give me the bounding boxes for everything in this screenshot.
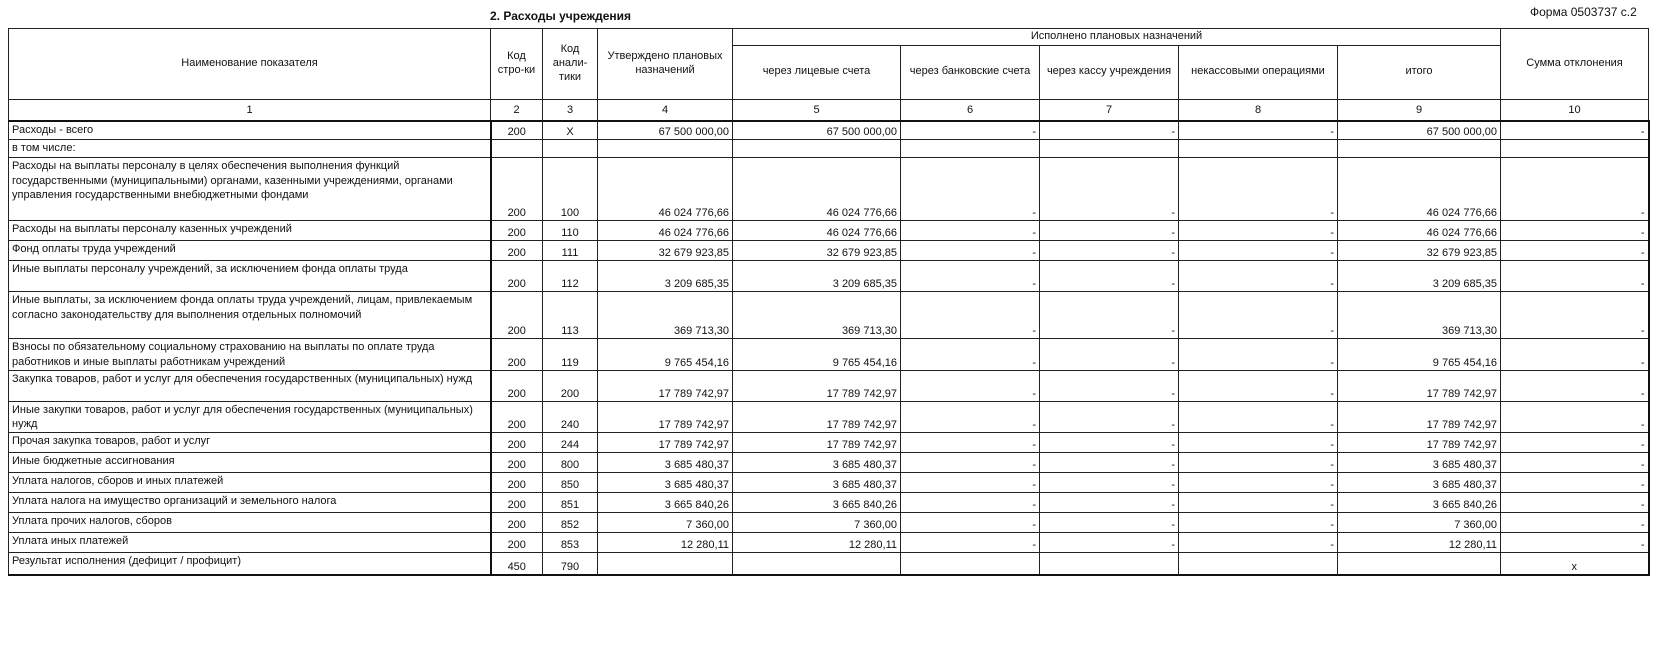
col-header-line-code: Код стро-ки <box>491 29 543 100</box>
bank-accounts-amount: - <box>901 261 1040 292</box>
indicator-name: Уплата налогов, сборов и иных платежей <box>9 473 491 493</box>
approved-amount <box>598 140 733 158</box>
bank-accounts-amount: - <box>901 513 1040 533</box>
col-header-personal-accounts: через лицевые счета <box>733 45 901 99</box>
bank-accounts-amount: - <box>901 453 1040 473</box>
cash-desk-amount <box>1040 140 1179 158</box>
deviation-amount: - <box>1501 473 1649 493</box>
non-cash-amount: - <box>1179 261 1338 292</box>
line-code: 450 <box>491 553 543 575</box>
analytic-code: X <box>543 121 598 140</box>
cash-desk-amount: - <box>1040 453 1179 473</box>
indicator-name: Результат исполнения (дефицит / профицит) <box>9 553 491 575</box>
table-row <box>9 513 1649 533</box>
bank-accounts-amount: - <box>901 292 1040 339</box>
non-cash-amount <box>1179 140 1338 158</box>
approved-amount: 46 024 776,66 <box>598 158 733 221</box>
analytic-code: 850 <box>543 473 598 493</box>
bank-accounts-amount: - <box>901 473 1040 493</box>
table-row <box>9 121 1649 140</box>
indicator-name: Закупка товаров, работ и услуг для обеспечения государственных (муниципальных) нужд <box>9 370 491 401</box>
total-amount: 12 280,11 <box>1338 533 1501 553</box>
cash-desk-amount <box>1040 553 1179 575</box>
cash-desk-amount: - <box>1040 493 1179 513</box>
cash-desk-amount: - <box>1040 339 1179 371</box>
line-code: 200 <box>491 121 543 140</box>
indicator-name: в том числе: <box>9 140 491 158</box>
analytic-code: 200 <box>543 370 598 401</box>
personal-accounts-amount: 12 280,11 <box>733 533 901 553</box>
column-number: 8 <box>1179 99 1338 121</box>
analytic-code: 240 <box>543 401 598 433</box>
table-row <box>9 241 1649 261</box>
non-cash-amount: - <box>1179 533 1338 553</box>
approved-amount: 12 280,11 <box>598 533 733 553</box>
personal-accounts-amount <box>733 140 901 158</box>
bank-accounts-amount: - <box>901 370 1040 401</box>
line-code: 200 <box>491 261 543 292</box>
column-number: 2 <box>491 99 543 121</box>
cash-desk-amount: - <box>1040 433 1179 453</box>
line-code: 200 <box>491 221 543 241</box>
personal-accounts-amount: 3 665 840,26 <box>733 493 901 513</box>
total-amount: 3 685 480,37 <box>1338 473 1501 493</box>
personal-accounts-amount: 3 209 685,35 <box>733 261 901 292</box>
deviation-amount: - <box>1501 453 1649 473</box>
deviation-amount: - <box>1501 493 1649 513</box>
analytic-code: 851 <box>543 493 598 513</box>
deviation-amount: - <box>1501 292 1649 339</box>
approved-amount: 17 789 742,97 <box>598 433 733 453</box>
col-header-non-cash: некассовыми операциями <box>1179 45 1338 99</box>
non-cash-amount: - <box>1179 513 1338 533</box>
table-row <box>9 453 1649 473</box>
total-amount: 3 685 480,37 <box>1338 453 1501 473</box>
table-row <box>9 158 1649 221</box>
bank-accounts-amount: - <box>901 221 1040 241</box>
column-number: 9 <box>1338 99 1501 121</box>
line-code: 200 <box>491 433 543 453</box>
personal-accounts-amount: 17 789 742,97 <box>733 370 901 401</box>
approved-amount: 369 713,30 <box>598 292 733 339</box>
approved-amount: 9 765 454,16 <box>598 339 733 371</box>
personal-accounts-amount: 46 024 776,66 <box>733 158 901 221</box>
indicator-name: Уплата налога на имущество организаций и земельного налога <box>9 493 491 513</box>
analytic-code: 112 <box>543 261 598 292</box>
table-row <box>9 339 1649 371</box>
bank-accounts-amount: - <box>901 433 1040 453</box>
column-number: 7 <box>1040 99 1179 121</box>
analytic-code: 800 <box>543 453 598 473</box>
deviation-amount: - <box>1501 513 1649 533</box>
approved-amount: 17 789 742,97 <box>598 370 733 401</box>
indicator-name: Иные бюджетные ассигнования <box>9 453 491 473</box>
non-cash-amount: - <box>1179 401 1338 433</box>
approved-amount: 32 679 923,85 <box>598 241 733 261</box>
column-number: 5 <box>733 99 901 121</box>
column-number-row <box>9 99 1649 121</box>
approved-amount <box>598 553 733 575</box>
approved-amount: 3 685 480,37 <box>598 473 733 493</box>
bank-accounts-amount: - <box>901 493 1040 513</box>
deviation-amount: - <box>1501 241 1649 261</box>
bank-accounts-amount <box>901 140 1040 158</box>
non-cash-amount: - <box>1179 453 1338 473</box>
deviation-amount: - <box>1501 221 1649 241</box>
total-amount: 17 789 742,97 <box>1338 370 1501 401</box>
personal-accounts-amount: 17 789 742,97 <box>733 433 901 453</box>
line-code: 200 <box>491 493 543 513</box>
bank-accounts-amount: - <box>901 121 1040 140</box>
table-body <box>9 121 1649 575</box>
total-amount: 32 679 923,85 <box>1338 241 1501 261</box>
section-title: 2. Расходы учреждения <box>490 9 632 23</box>
bank-accounts-amount: - <box>901 533 1040 553</box>
indicator-name: Иные выплаты, за исключением фонда оплаты труда учреждений, лицам, привлекаемым согласно законодательству для выполнения отдельных полномочий <box>9 292 491 339</box>
analytic-code: 100 <box>543 158 598 221</box>
analytic-code: 790 <box>543 553 598 575</box>
deviation-amount: - <box>1501 121 1649 140</box>
indicator-name: Расходы - всего <box>9 121 491 140</box>
table-row <box>9 533 1649 553</box>
indicator-name: Иные выплаты персоналу учреждений, за исключением фонда оплаты труда <box>9 261 491 292</box>
table-row <box>9 553 1649 575</box>
table-row <box>9 261 1649 292</box>
cash-desk-amount: - <box>1040 121 1179 140</box>
table-row <box>9 493 1649 513</box>
indicator-name: Расходы на выплаты персоналу казенных учреждений <box>9 221 491 241</box>
indicator-name: Взносы по обязательному социальному страхованию на выплаты по оплате труда работников и иные выплаты работникам учреждений <box>9 339 491 371</box>
col-header-total: итого <box>1338 45 1501 99</box>
bank-accounts-amount: - <box>901 158 1040 221</box>
col-header-deviation: Сумма отклонения <box>1501 29 1649 100</box>
table-row <box>9 401 1649 433</box>
approved-amount: 17 789 742,97 <box>598 401 733 433</box>
total-amount: 3 209 685,35 <box>1338 261 1501 292</box>
bank-accounts-amount <box>901 553 1040 575</box>
approved-amount: 3 209 685,35 <box>598 261 733 292</box>
bank-accounts-amount: - <box>901 339 1040 371</box>
indicator-name: Прочая закупка товаров, работ и услуг <box>9 433 491 453</box>
column-number: 1 <box>9 99 491 121</box>
table-row <box>9 292 1649 339</box>
personal-accounts-amount: 369 713,30 <box>733 292 901 339</box>
line-code: 200 <box>491 513 543 533</box>
line-code: 200 <box>491 401 543 433</box>
deviation-amount: - <box>1501 533 1649 553</box>
deviation-amount: - <box>1501 401 1649 433</box>
line-code: 200 <box>491 339 543 371</box>
total-amount: 46 024 776,66 <box>1338 221 1501 241</box>
line-code: 200 <box>491 453 543 473</box>
non-cash-amount: - <box>1179 241 1338 261</box>
personal-accounts-amount: 32 679 923,85 <box>733 241 901 261</box>
cash-desk-amount: - <box>1040 473 1179 493</box>
deviation-amount: - <box>1501 433 1649 453</box>
col-header-approved: Утверждено плановых назначений <box>598 29 733 100</box>
personal-accounts-amount: 9 765 454,16 <box>733 339 901 371</box>
personal-accounts-amount: 67 500 000,00 <box>733 121 901 140</box>
cash-desk-amount: - <box>1040 533 1179 553</box>
total-amount: 9 765 454,16 <box>1338 339 1501 371</box>
line-code: 200 <box>491 370 543 401</box>
col-header-cash-desk: через кассу учреждения <box>1040 45 1179 99</box>
total-amount: 17 789 742,97 <box>1338 433 1501 453</box>
column-number: 3 <box>543 99 598 121</box>
line-code: 200 <box>491 292 543 339</box>
col-header-executed-group: Исполнено плановых назначений <box>733 29 1501 46</box>
approved-amount: 46 024 776,66 <box>598 221 733 241</box>
form-number: Форма 0503737 с.2 <box>1530 5 1637 19</box>
total-amount: 369 713,30 <box>1338 292 1501 339</box>
personal-accounts-amount: 7 360,00 <box>733 513 901 533</box>
non-cash-amount: - <box>1179 339 1338 371</box>
indicator-name: Уплата прочих налогов, сборов <box>9 513 491 533</box>
analytic-code: 119 <box>543 339 598 371</box>
total-amount <box>1338 140 1501 158</box>
indicator-name: Уплата иных платежей <box>9 533 491 553</box>
personal-accounts-amount <box>733 553 901 575</box>
column-number: 10 <box>1501 99 1649 121</box>
col-header-name: Наименование показателя <box>9 29 491 100</box>
personal-accounts-amount: 3 685 480,37 <box>733 473 901 493</box>
cash-desk-amount: - <box>1040 513 1179 533</box>
col-header-bank-accounts: через банковские счета <box>901 45 1040 99</box>
analytic-code: 110 <box>543 221 598 241</box>
personal-accounts-amount: 17 789 742,97 <box>733 401 901 433</box>
personal-accounts-amount: 46 024 776,66 <box>733 221 901 241</box>
table-row <box>9 370 1649 401</box>
deviation-amount: - <box>1501 261 1649 292</box>
cash-desk-amount: - <box>1040 370 1179 401</box>
non-cash-amount: - <box>1179 493 1338 513</box>
analytic-code: 113 <box>543 292 598 339</box>
non-cash-amount: - <box>1179 370 1338 401</box>
deviation-amount: - <box>1501 339 1649 371</box>
deviation-amount: - <box>1501 370 1649 401</box>
non-cash-amount: - <box>1179 433 1338 453</box>
bank-accounts-amount: - <box>901 241 1040 261</box>
cash-desk-amount: - <box>1040 221 1179 241</box>
total-amount: 3 665 840,26 <box>1338 493 1501 513</box>
deviation-amount: x <box>1501 553 1649 575</box>
deviation-amount: - <box>1501 158 1649 221</box>
approved-amount: 3 665 840,26 <box>598 493 733 513</box>
indicator-name: Иные закупки товаров, работ и услуг для обеспечения государственных (муниципальных) нужд <box>9 401 491 433</box>
approved-amount: 3 685 480,37 <box>598 453 733 473</box>
total-amount: 67 500 000,00 <box>1338 121 1501 140</box>
personal-accounts-amount: 3 685 480,37 <box>733 453 901 473</box>
table-row <box>9 221 1649 241</box>
cash-desk-amount: - <box>1040 401 1179 433</box>
deviation-amount <box>1501 140 1649 158</box>
total-amount: 7 360,00 <box>1338 513 1501 533</box>
non-cash-amount: - <box>1179 221 1338 241</box>
table-row <box>9 473 1649 493</box>
total-amount: 46 024 776,66 <box>1338 158 1501 221</box>
line-code: 200 <box>491 241 543 261</box>
column-number: 4 <box>598 99 733 121</box>
approved-amount: 67 500 000,00 <box>598 121 733 140</box>
non-cash-amount: - <box>1179 473 1338 493</box>
approved-amount: 7 360,00 <box>598 513 733 533</box>
table-row <box>9 140 1649 158</box>
total-amount <box>1338 553 1501 575</box>
expenses-table <box>8 28 1650 576</box>
indicator-name: Расходы на выплаты персоналу в целях обеспечения выполнения функций государственными (муниципальными) органами, казенными учреждениями, органами управления государственными внебюджетными фондами <box>9 158 491 221</box>
cash-desk-amount: - <box>1040 158 1179 221</box>
non-cash-amount <box>1179 553 1338 575</box>
non-cash-amount: - <box>1179 292 1338 339</box>
column-number: 6 <box>901 99 1040 121</box>
cash-desk-amount: - <box>1040 292 1179 339</box>
line-code: 200 <box>491 473 543 493</box>
bank-accounts-amount: - <box>901 401 1040 433</box>
cash-desk-amount: - <box>1040 241 1179 261</box>
analytic-code: 852 <box>543 513 598 533</box>
analytic-code: 853 <box>543 533 598 553</box>
analytic-code <box>543 140 598 158</box>
cash-desk-amount: - <box>1040 261 1179 292</box>
non-cash-amount: - <box>1179 121 1338 140</box>
analytic-code: 111 <box>543 241 598 261</box>
indicator-name: Фонд оплаты труда учреждений <box>9 241 491 261</box>
non-cash-amount: - <box>1179 158 1338 221</box>
line-code: 200 <box>491 533 543 553</box>
line-code: 200 <box>491 158 543 221</box>
analytic-code: 244 <box>543 433 598 453</box>
line-code <box>491 140 543 158</box>
table-row <box>9 433 1649 453</box>
total-amount: 17 789 742,97 <box>1338 401 1501 433</box>
col-header-analytic-code: Код анали-тики <box>543 29 598 100</box>
